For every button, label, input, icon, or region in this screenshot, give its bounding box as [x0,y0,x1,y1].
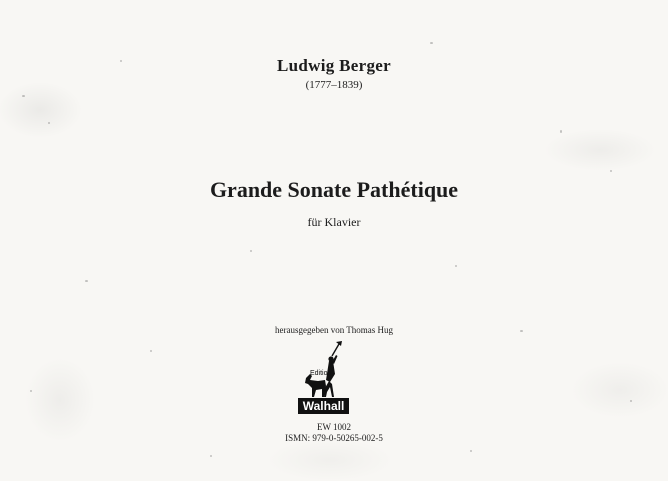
work-title: Grande Sonate Pathétique [209,177,459,202]
paper-speck [30,390,32,392]
paper-speck [48,122,50,124]
composer-dates: (1777–1839) [305,79,363,91]
publisher-logo [296,340,352,416]
paper-speck [630,400,632,402]
logo-walhall-text: Walhall [298,398,349,414]
paper-speck [210,455,212,457]
catalog-number: EW 1002 [316,422,352,432]
paper-speck [560,130,562,133]
paper-speck [22,95,25,97]
paper-speck [470,450,472,452]
editor-credit: herausgegeben von Thomas Hug [274,325,394,335]
composer-name: Ludwig Berger [277,56,391,75]
paper-speck [85,280,88,282]
work-instrument: für Klavier [307,215,361,229]
logo-edition-text: Edition [310,370,332,377]
ismn-number: ISMN: 979-0-50265-002-5 [285,433,383,443]
paper-speck [455,265,457,267]
paper-speck [610,170,612,172]
paper-speck [250,250,252,252]
paper-speck [430,42,433,44]
paper-speck [150,350,152,352]
